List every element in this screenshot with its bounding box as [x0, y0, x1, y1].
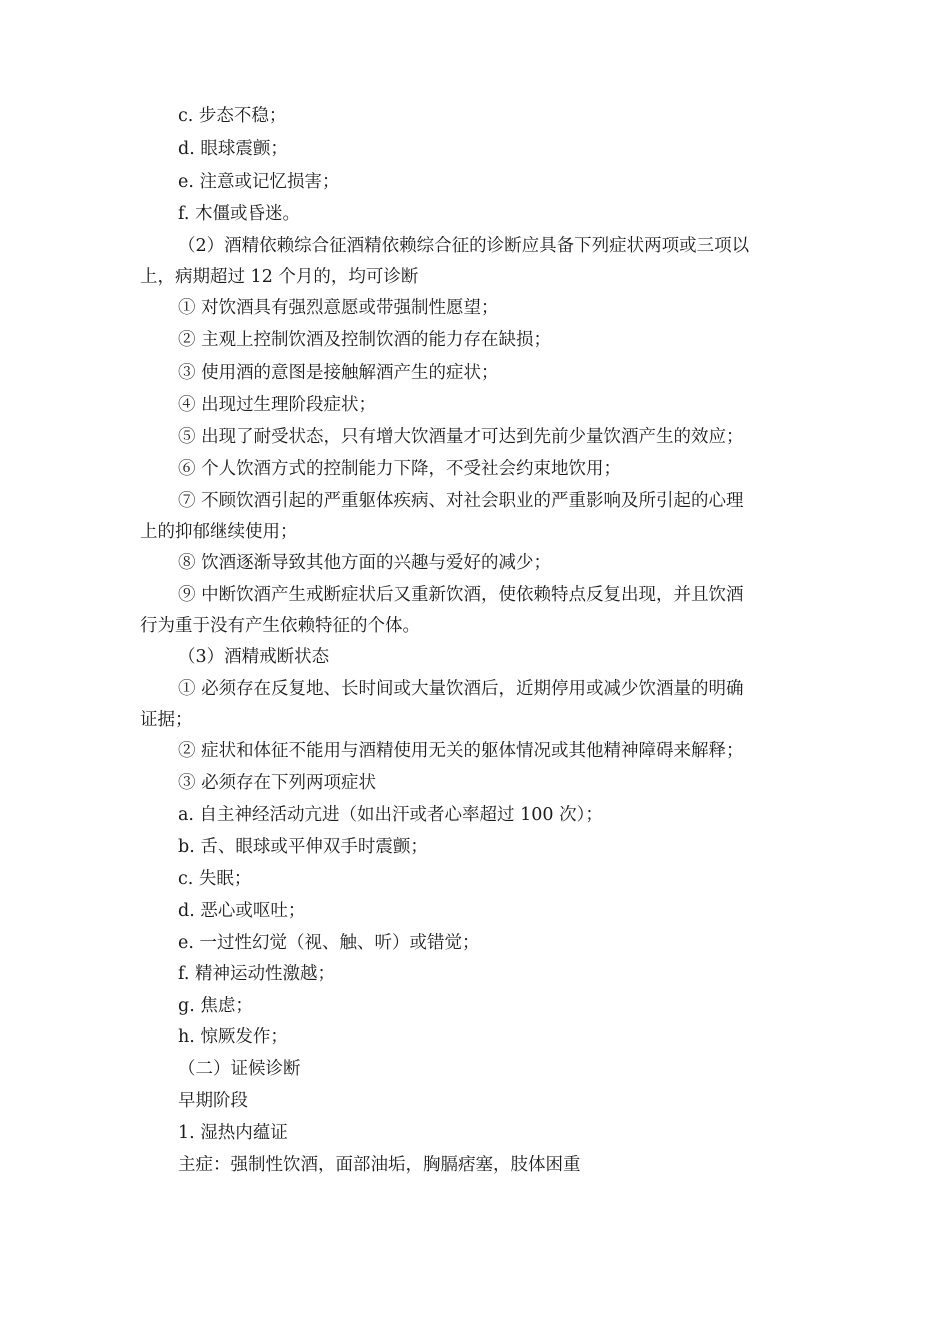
- text-line: g. 焦虑；: [178, 996, 253, 1016]
- text-line: 行为重于没有产生依赖特征的个体。: [140, 616, 420, 636]
- text-line: 上的抑郁继续使用；: [140, 522, 298, 542]
- text-line: ⑨ 中断饮酒产生戒断症状后又重新饮酒，使依赖特点反复出现，并且饮酒: [178, 585, 744, 605]
- text-line: ⑦ 不顾饮酒引起的严重躯体疾病、对社会职业的严重影响及所引起的心理: [178, 491, 744, 511]
- text-line: h. 惊厥发作；: [178, 1027, 288, 1047]
- text-line: 证据；: [140, 710, 193, 730]
- text-line: f. 精神运动性激越；: [178, 964, 335, 984]
- text-line: b. 舌、眼球或平伸双手时震颤；: [178, 837, 428, 857]
- text-line: ③ 使用酒的意图是接触解酒产生的症状；: [178, 363, 499, 383]
- text-line: ② 主观上控制饮酒及控制饮酒的能力存在缺损；: [178, 330, 552, 350]
- text-line: ⑥ 个人饮酒方式的控制能力下降，不受社会约束地饮用；: [178, 459, 622, 479]
- text-line: （2）酒精依赖综合征酒精依赖综合征的诊断应具备下列症状两项或三项以: [178, 236, 750, 256]
- text-line: f. 木僵或昏迷。: [178, 204, 300, 224]
- text-line: 主症：强制性饮酒，面部油垢，胸膈痞塞，肢体困重: [178, 1155, 581, 1175]
- text-line: c. 步态不稳；: [178, 106, 287, 126]
- text-line: d. 眼球震颤；: [178, 139, 288, 159]
- text-line: c. 失眠；: [178, 869, 252, 889]
- text-line: e. 注意或记忆损害；: [178, 172, 340, 192]
- text-line: ① 必须存在反复地、长时间或大量饮酒后，近期停用或减少饮酒量的明确: [178, 679, 744, 699]
- text-line: d. 恶心或呕吐；: [178, 901, 306, 921]
- text-line: ④ 出现过生理阶段症状；: [178, 395, 377, 415]
- text-line: 早期阶段: [178, 1091, 248, 1111]
- text-line: 上，病期超过 12 个月的，均可诊断: [140, 267, 419, 287]
- text-line: （3）酒精戒断状态: [178, 647, 330, 667]
- text-line: e. 一过性幻觉（视、触、听）或错觉；: [178, 933, 480, 953]
- text-line: ⑤ 出现了耐受状态，只有增大饮酒量才可达到先前少量饮酒产生的效应；: [178, 427, 744, 447]
- section-heading: （二）证候诊断: [178, 1059, 301, 1079]
- text-line: ① 对饮酒具有强烈意愿或带强制性愿望；: [178, 298, 499, 318]
- text-line: 1. 湿热内蕴证: [178, 1123, 288, 1143]
- text-line: a. 自主神经活动亢进（如出汗或者心率超过 100 次）；: [178, 805, 603, 825]
- text-line: ⑧ 饮酒逐渐导致其他方面的兴趣与爱好的减少；: [178, 553, 552, 573]
- text-line: ② 症状和体征不能用与酒精使用无关的躯体情况或其他精神障碍来解释；: [178, 741, 744, 761]
- text-line: ③ 必须存在下列两项症状: [178, 773, 377, 793]
